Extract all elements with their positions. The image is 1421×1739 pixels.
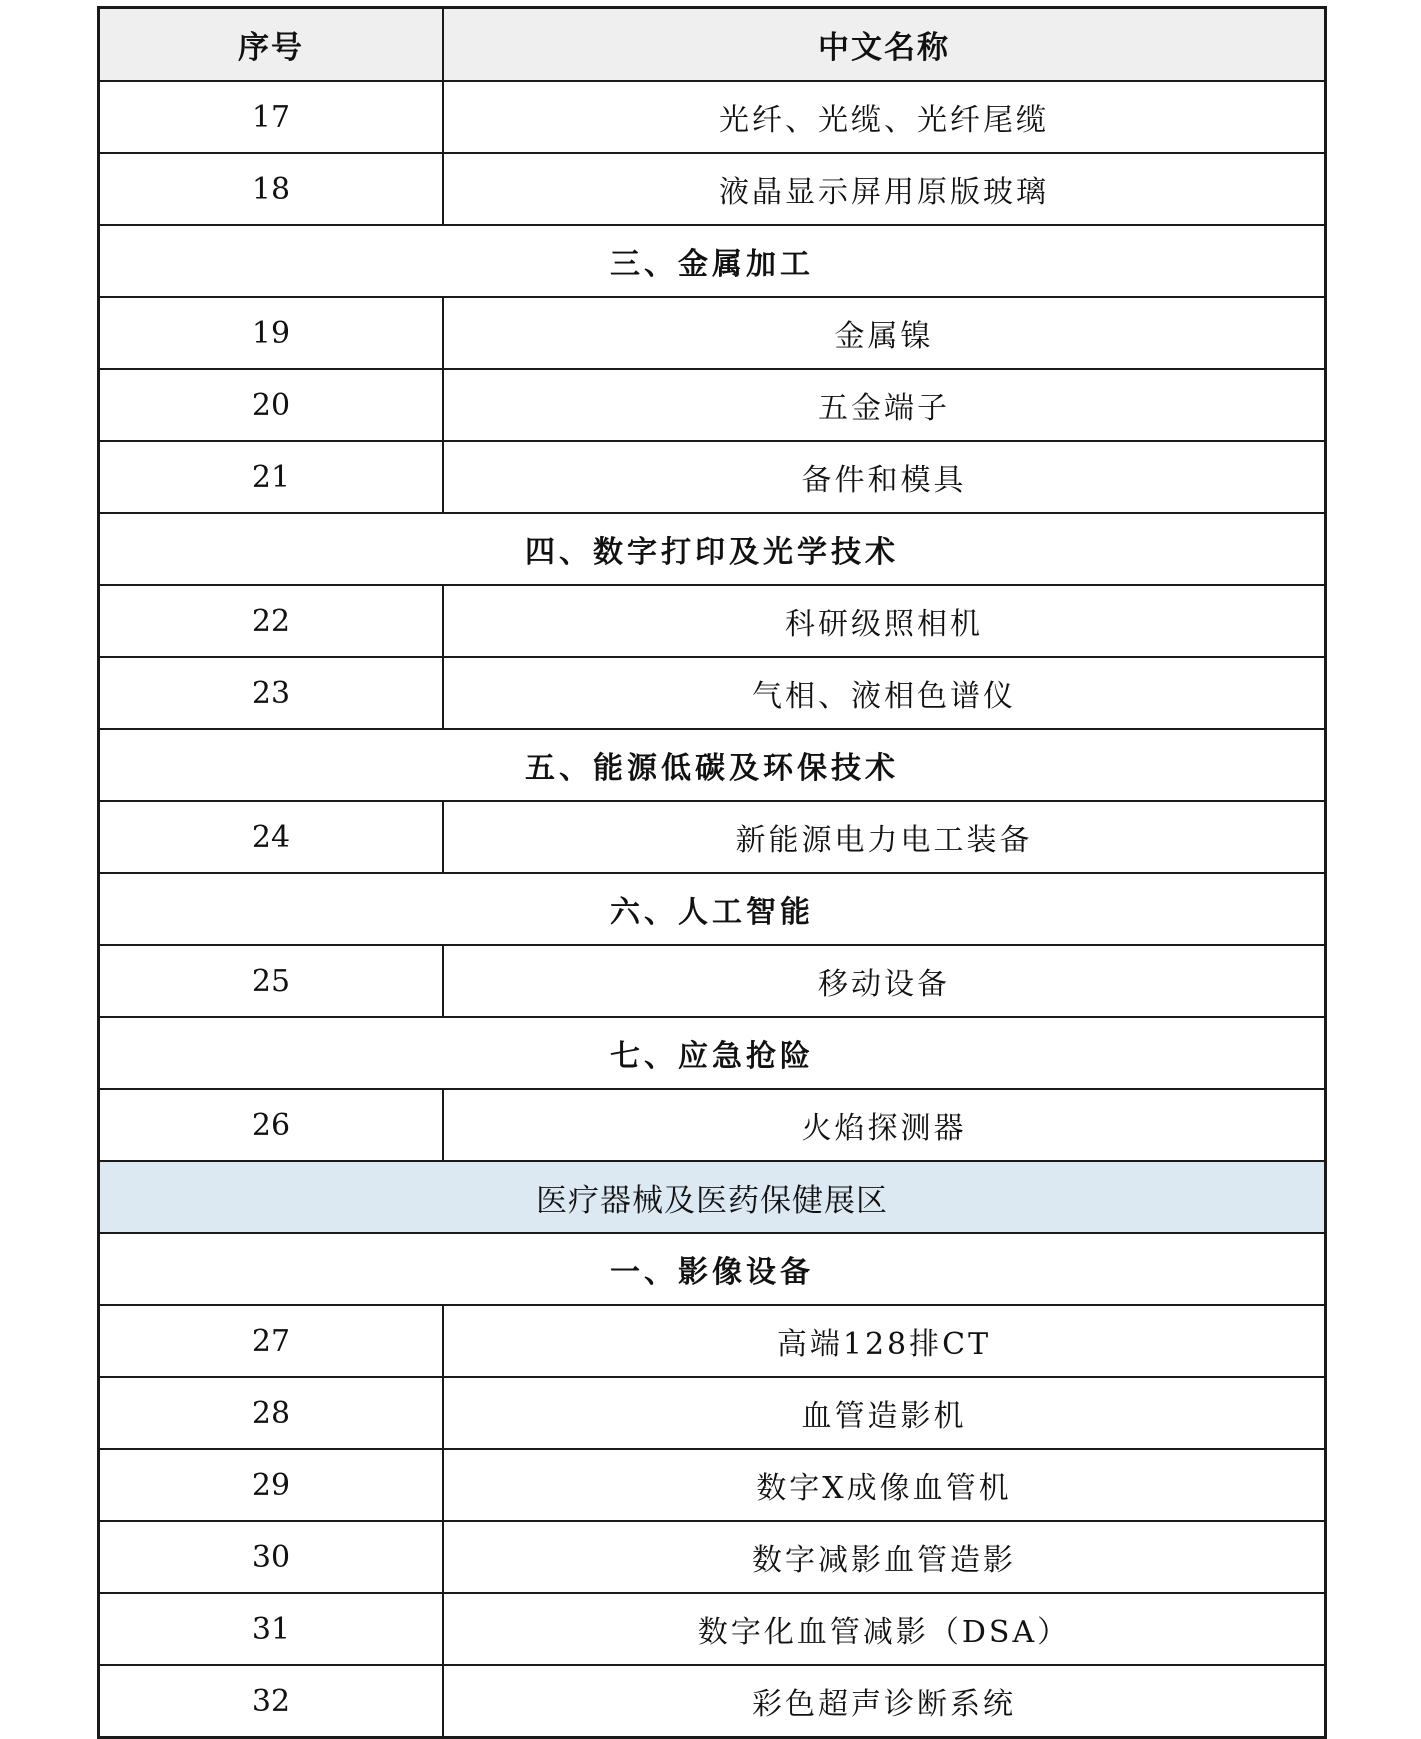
row-name: 新能源电力电工装备 (735, 823, 1033, 858)
table-row (100, 1088, 1324, 1160)
section-title: 三、金属加工 (610, 247, 814, 282)
table-row (100, 152, 1324, 224)
row-name: 移动设备 (818, 967, 950, 1002)
table-row (100, 944, 1324, 1016)
row-name: 光纤、光缆、光纤尾缆 (719, 103, 1049, 138)
row-name: 数字化血管减影（DSA） (697, 1615, 1071, 1650)
section-heading (100, 512, 1324, 584)
row-name: 数字减影血管造影 (752, 1543, 1016, 1578)
table-header (100, 9, 1324, 80)
table-row (100, 1664, 1324, 1736)
section-heading (100, 872, 1324, 944)
row-number: 32 (100, 1666, 444, 1736)
section-heading (100, 1016, 1324, 1088)
product-table (97, 6, 1327, 1739)
table-row (100, 1304, 1324, 1376)
section-title: 七、应急抢险 (610, 1039, 814, 1074)
table-row (100, 584, 1324, 656)
section-heading (100, 1232, 1324, 1304)
row-name: 火焰探测器 (801, 1111, 967, 1146)
row-name: 备件和模具 (801, 463, 967, 498)
section-title: 一、影像设备 (610, 1255, 814, 1290)
row-number: 21 (100, 442, 444, 512)
table-row (100, 440, 1324, 512)
row-name: 五金端子 (818, 391, 950, 426)
section-title: 四、数字打印及光学技术 (525, 535, 899, 570)
row-name: 金属镍 (834, 319, 934, 354)
row-number: 24 (100, 802, 444, 872)
table-row (100, 368, 1324, 440)
table-row (100, 800, 1324, 872)
row-name: 高端128排CT (776, 1327, 992, 1362)
header-serial-number: 序号 (100, 9, 444, 80)
table-row (100, 1520, 1324, 1592)
row-name: 液晶显示屏用原版玻璃 (719, 175, 1049, 210)
table-row (100, 296, 1324, 368)
row-number: 20 (100, 370, 444, 440)
row-name: 科研级照相机 (785, 607, 983, 642)
section-heading (100, 728, 1324, 800)
row-number: 31 (100, 1594, 444, 1664)
row-number: 17 (100, 82, 444, 152)
zone-heading (100, 1160, 1324, 1232)
row-number: 29 (100, 1450, 444, 1520)
row-number: 26 (100, 1090, 444, 1160)
table-row (100, 1448, 1324, 1520)
header-chinese-name: 中文名称 (818, 30, 950, 66)
table-row (100, 656, 1324, 728)
row-number: 23 (100, 658, 444, 728)
table-row (100, 80, 1324, 152)
row-number: 19 (100, 298, 444, 368)
row-number: 27 (100, 1306, 444, 1376)
table-row (100, 1592, 1324, 1664)
row-name: 气相、液相色谱仪 (752, 679, 1016, 714)
table-row (100, 1376, 1324, 1448)
section-heading (100, 224, 1324, 296)
row-number: 25 (100, 946, 444, 1016)
zone-title: 医疗器械及医药保健展区 (536, 1182, 888, 1219)
row-number: 22 (100, 586, 444, 656)
row-name: 彩色超声诊断系统 (752, 1687, 1016, 1722)
section-title: 五、能源低碳及环保技术 (525, 751, 899, 786)
row-name: 血管造影机 (801, 1399, 967, 1434)
row-number: 18 (100, 154, 444, 224)
row-number: 28 (100, 1378, 444, 1448)
row-name: 数字X成像血管机 (756, 1471, 1012, 1506)
section-title: 六、人工智能 (610, 895, 814, 930)
row-number: 30 (100, 1522, 444, 1592)
